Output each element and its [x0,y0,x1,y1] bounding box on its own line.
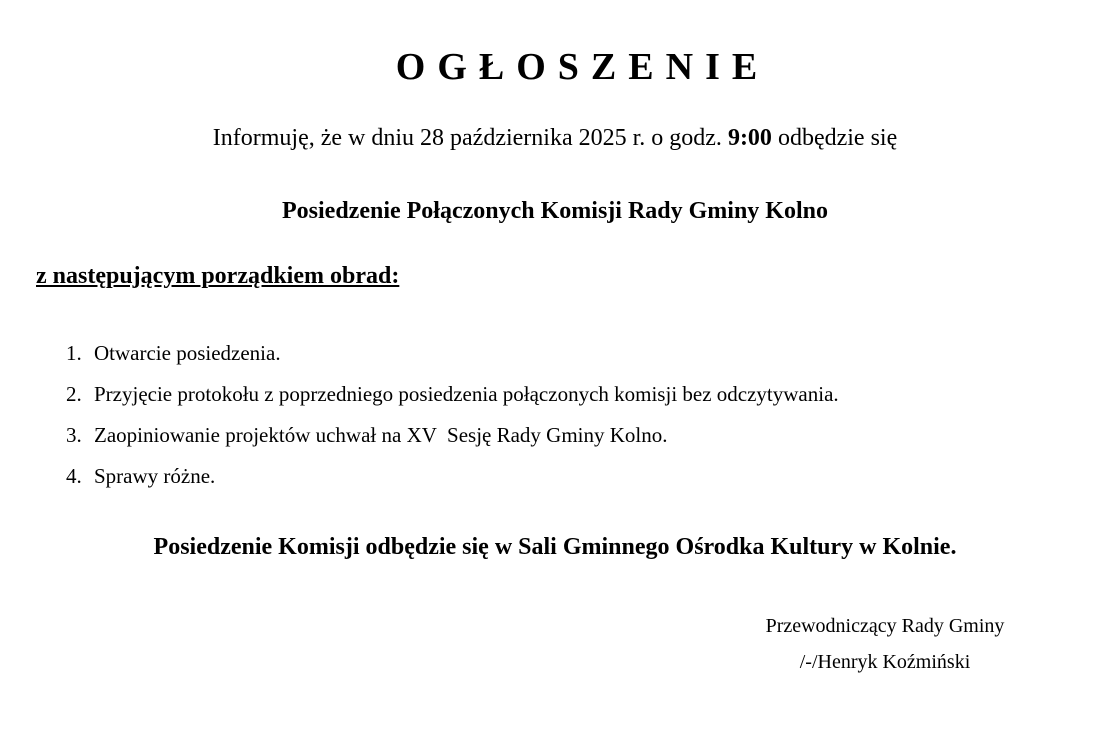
meeting-name: Posiedzenie Połączonych Komisji Rady Gminy Kolno [282,198,828,224]
agenda-item-number: 4. [66,464,82,488]
agenda-item [0,461,216,502]
agenda-item [0,338,281,379]
agenda-item [0,420,668,461]
agenda-list [0,338,839,502]
agenda-heading: z następującym porządkiem obrad: [36,263,400,289]
agenda-item-text: Sprawy różne. [94,464,216,488]
agenda-item [0,379,839,420]
meeting-location: Posiedzenie Komisji odbędzie się w Sali Gminnego Ośrodka Kultury w Kolnie. [153,534,957,560]
agenda-item-text: Otwarcie posiedzenia. [94,341,281,365]
intro-text-before: Informuję, że w dniu 28 października 2025 r. o godz. [212,125,728,151]
intro-text-after: odbędzie się [771,125,898,151]
agenda-item-text: Przyjęcie protokołu z poprzedniego posiedzenia połączonych komisji bez odczytywania. [94,382,839,406]
signature-name: /-/Henryk Koźmiński [799,651,971,673]
meeting-time: 9:00 [727,125,772,151]
signature-block [740,612,1030,684]
agenda-item-number: 3. [66,423,82,447]
signature-role: Przewodniczący Rady Gminy [765,615,1005,637]
agenda-item-number: 2. [66,382,82,406]
announcement-intro [0,122,1095,154]
agenda-item-number: 1. [66,341,82,365]
agenda-item-text: Zaopiniowanie projektów uchwał na XV Sesję Rady Gminy Kolno. [94,423,668,447]
announcement-title: OGŁOSZENIE [395,46,770,88]
